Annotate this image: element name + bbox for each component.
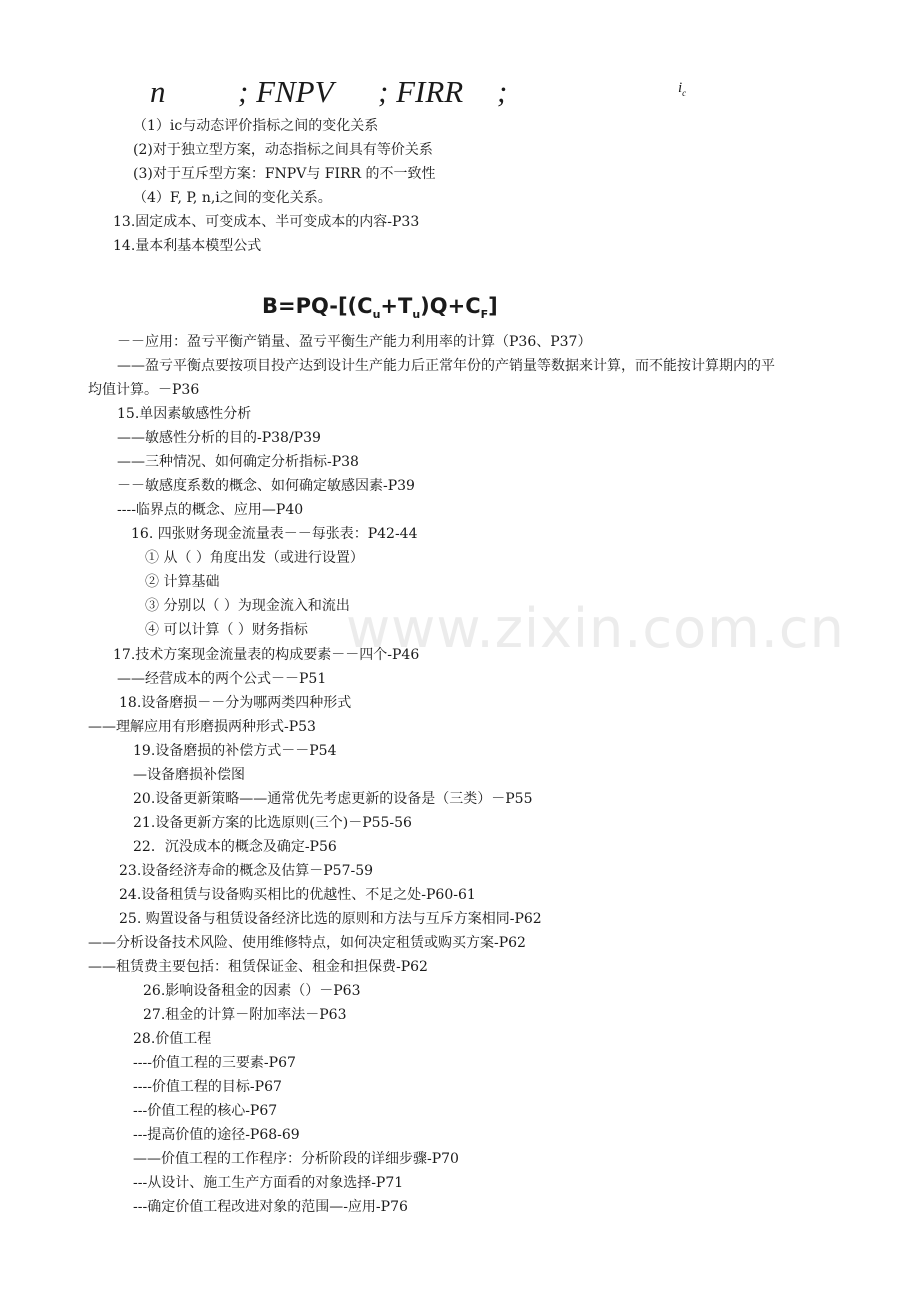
text-line: ——三种情况、如何确定分析指标-P38 <box>117 454 359 470</box>
section-heading: 13.固定成本、可变成本、半可变成本的内容-P33 <box>113 214 420 230</box>
section-heading: 16. 四张财务现金流量表－－每张表：P42-44 <box>131 526 418 542</box>
text-line: ----价值工程的三要素-P67 <box>133 1055 296 1071</box>
text-line: －－应用：盈亏平衡产销量、盈亏平衡生产能力利用率的计算（P36、P37） <box>117 334 592 350</box>
text-line: （4）F, P, n,i之间的变化关系。 <box>133 190 332 206</box>
text-line: ---确定价值工程改进对象的范围—-应用-P76 <box>133 1199 408 1215</box>
text-line: ----临界点的概念、应用—P40 <box>117 502 304 518</box>
section-heading: 18.设备磨损－－分为哪两类四种形式 <box>119 695 352 711</box>
list-item: ④ 可以计算（ ）财务指标 <box>145 622 308 638</box>
section-heading: 20.设备更新策略——通常优先考虑更新的设备是（三类）－P55 <box>133 791 533 807</box>
text-line: ——经营成本的两个公式－－P51 <box>117 671 327 687</box>
text-line: ---提高价值的途径-P68-69 <box>133 1127 300 1143</box>
formula-firr: ; FIRR <box>378 74 464 109</box>
section-heading: 23.设备经济寿命的概念及估算－P57-59 <box>119 863 374 879</box>
text-line: （1）ic与动态评价指标之间的变化关系 <box>133 118 379 134</box>
text-line: ——理解应用有形磨损两种形式-P53 <box>88 719 316 735</box>
text-line: (3)对于互斥型方案：FNPV与 FIRR 的不一致性 <box>133 166 436 182</box>
watermark: www.zixin.com.cn <box>346 597 845 660</box>
text-line: (2)对于独立型方案，动态指标之间具有等价关系 <box>133 142 433 158</box>
section-heading: 28.价值工程 <box>133 1031 212 1047</box>
list-item: ① 从（ ）角度出发（或进行设置） <box>145 550 364 566</box>
formula-n: n <box>150 74 166 109</box>
section-heading: 25. 购置设备与租赁设备经济比选的原则和方法与互斥方案相同-P62 <box>119 911 542 927</box>
text-line: ——盈亏平衡点要按项目投产达到设计生产能力后正常年份的产销量等数据来计算，而不能按计算期内的平 <box>117 358 775 374</box>
section-heading: 21.设备更新方案的比选原则(三个)－P55-56 <box>133 815 412 831</box>
text-line: 均值计算。－P36 <box>88 382 200 398</box>
section-heading: 27.租金的计算－附加率法－P63 <box>143 1007 347 1023</box>
formula-semicolon: ; <box>497 74 508 109</box>
text-line: ---从设计、施工生产方面看的对象选择-P71 <box>133 1175 404 1191</box>
formula-fnpv: ; FNPV <box>238 74 334 109</box>
text-line: ---价值工程的核心-P67 <box>133 1103 278 1119</box>
section-heading: 24.设备租赁与设备购买相比的优越性、不足之处-P60-61 <box>119 887 476 903</box>
section-heading: 14.量本利基本模型公式 <box>113 238 262 254</box>
text-line: ----价值工程的目标-P67 <box>133 1079 282 1095</box>
section-heading: 22．沉没成本的概念及确定-P56 <box>133 839 337 855</box>
text-line: ——租赁费主要包括：租赁保证金、租金和担保费-P62 <box>88 959 428 975</box>
text-line: ——分析设备技术风险、使用维修特点，如何决定租赁或购买方案-P62 <box>88 935 526 951</box>
section-heading: 19.设备磨损的补偿方式－－P54 <box>133 743 337 759</box>
formula-header <box>0 70 920 114</box>
section-heading: 26.影响设备租金的因素（）－P63 <box>143 983 361 999</box>
text-line: －－敏感度系数的概念、如何确定敏感因素-P39 <box>117 478 415 494</box>
text-line: —设备磨损补偿图 <box>133 767 245 783</box>
list-item: ② 计算基础 <box>145 574 220 590</box>
section-heading: 15.单因素敏感性分析 <box>117 406 252 422</box>
breakeven-formula: $B=PQ-[(C_u+T_u)Q+C_F]$ <box>262 294 498 322</box>
list-item: ③ 分别以（ ）为现金流入和流出 <box>145 598 350 614</box>
section-heading: 17.技术方案现金流量表的构成要素－－四个-P46 <box>113 647 420 663</box>
ic-symbol: $i_c$ <box>678 80 687 98</box>
text-line: ——敏感性分析的目的-P38/P39 <box>117 430 321 446</box>
text-line: ——价值工程的工作程序：分析阶段的详细步骤-P70 <box>133 1151 459 1167</box>
